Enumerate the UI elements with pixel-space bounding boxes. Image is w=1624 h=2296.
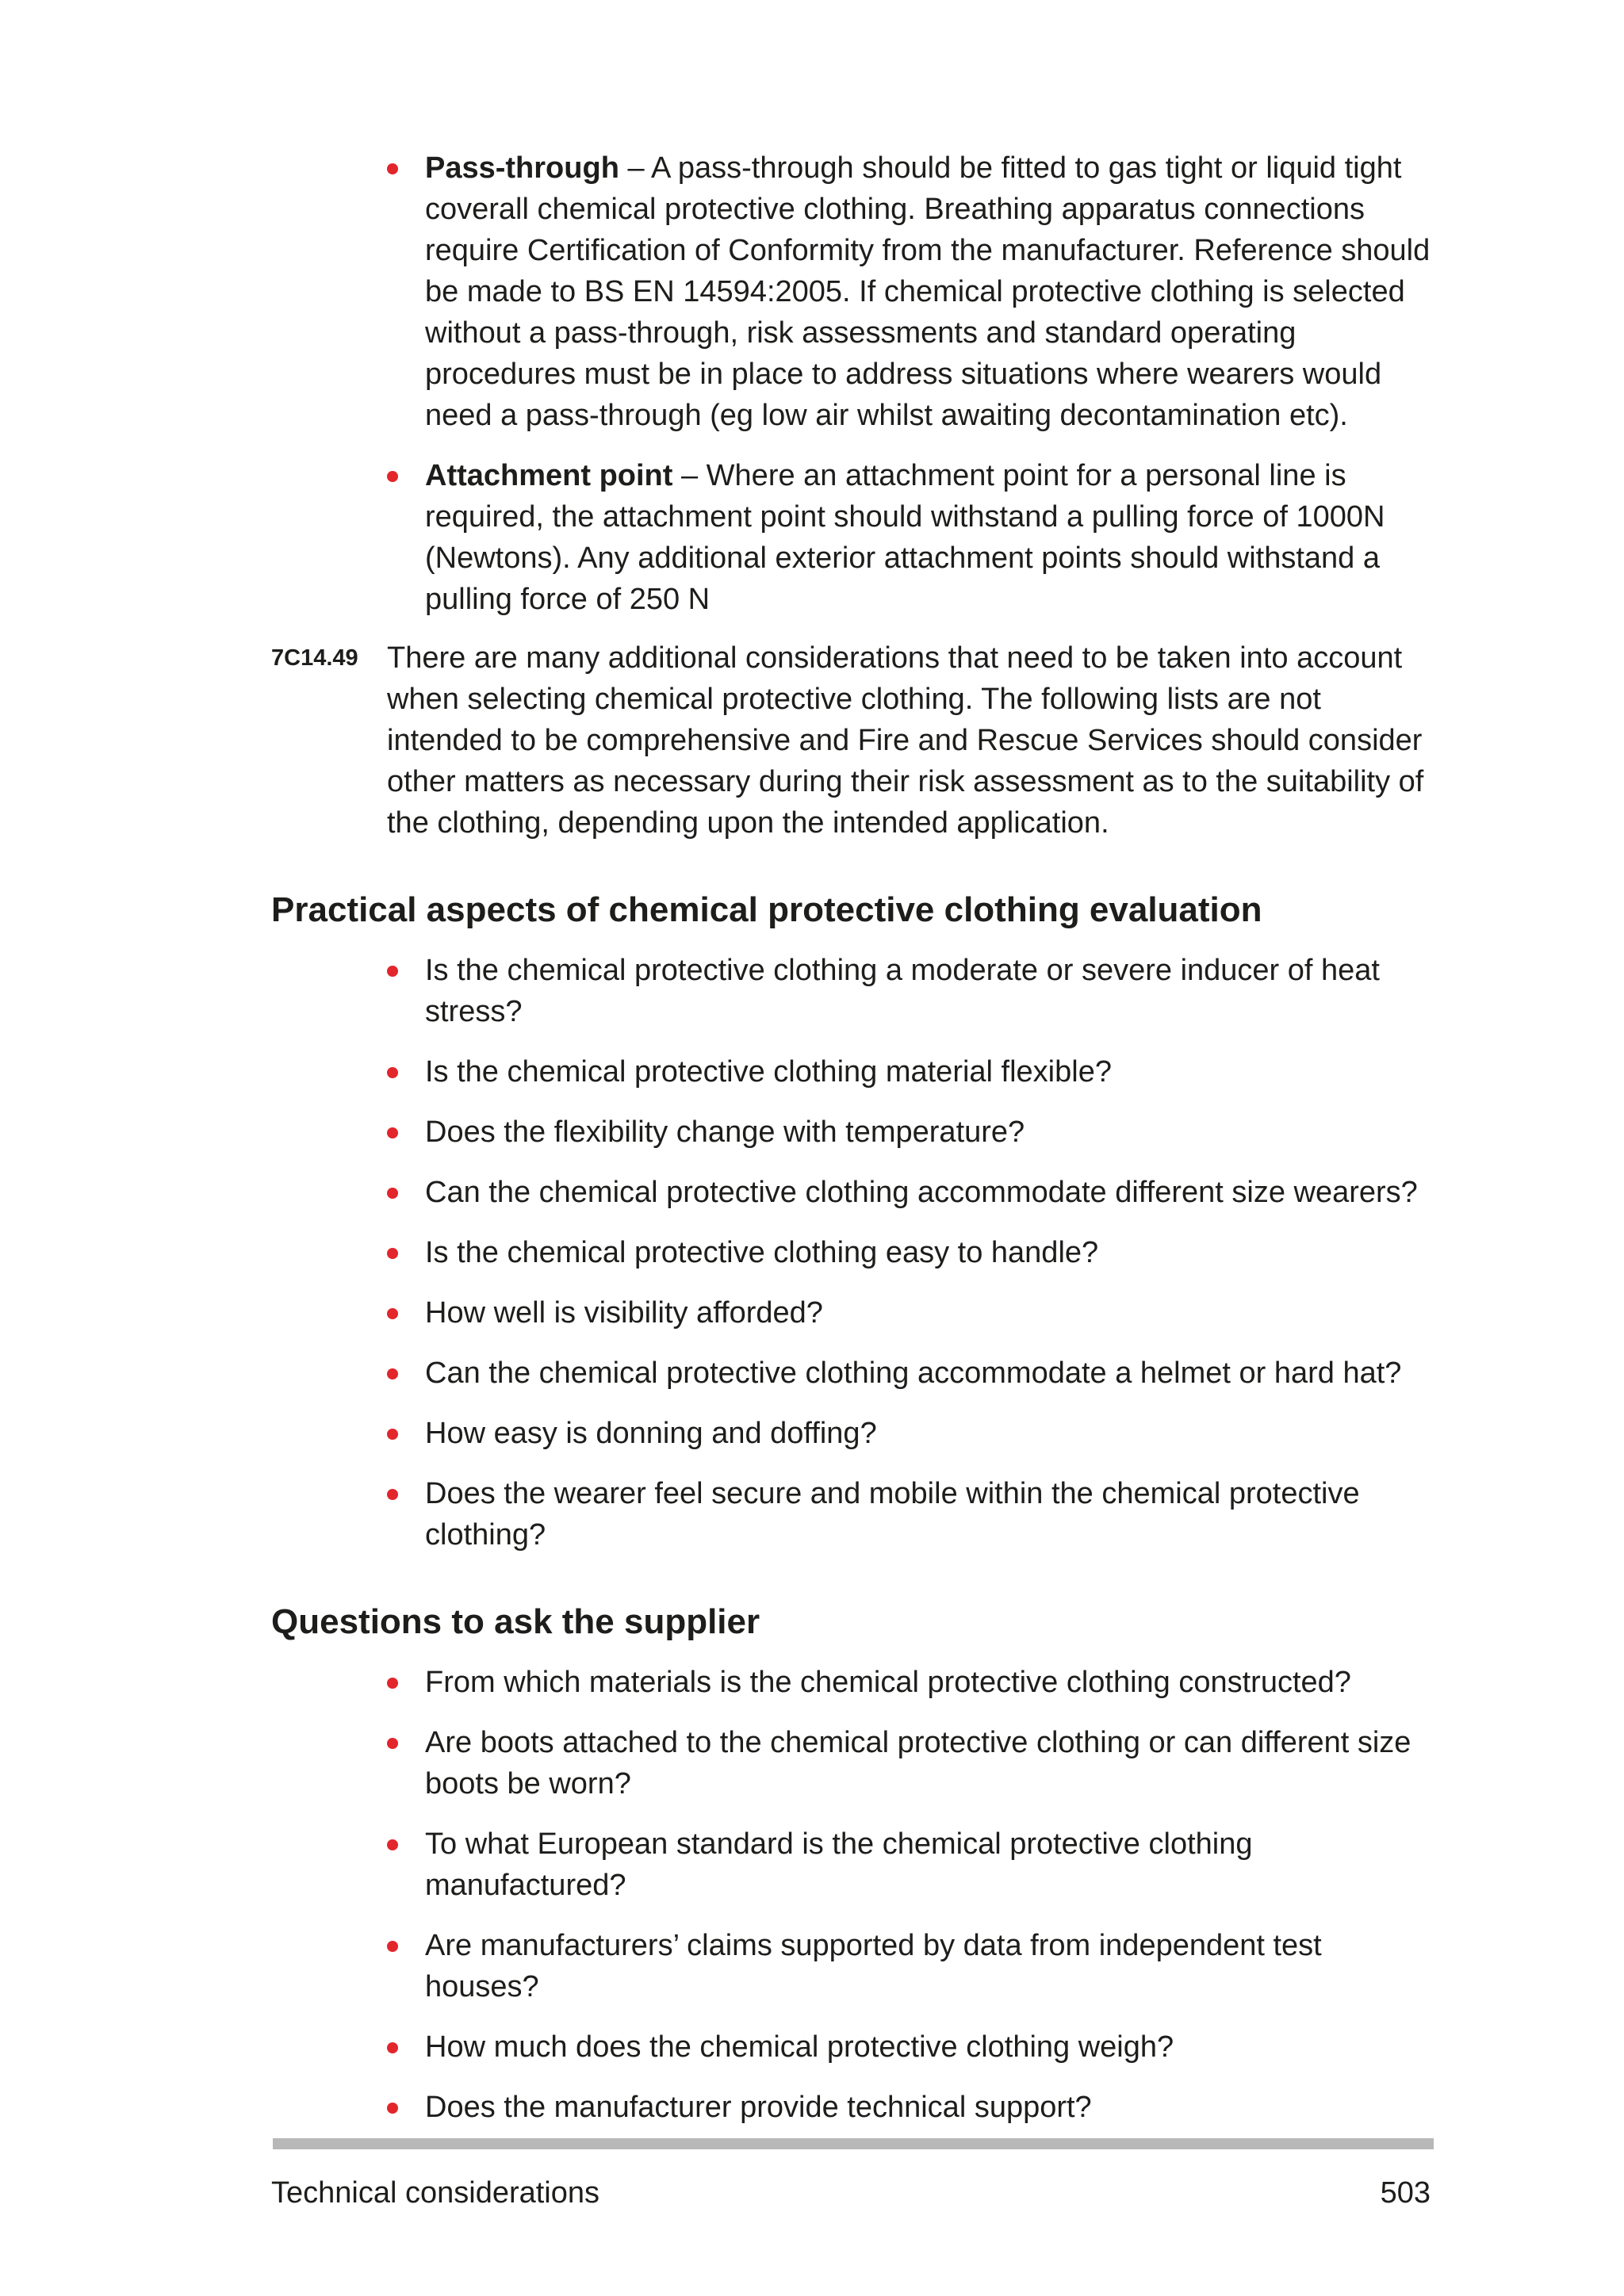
list-item-text: How much does the chemical protective clothing weigh?: [425, 2030, 1174, 2064]
bullet-icon: [387, 471, 398, 482]
top-bullet-list: [387, 147, 1442, 639]
bullet-icon: [387, 2042, 398, 2053]
list-item-term: Attachment point: [425, 459, 673, 492]
list-item: [387, 147, 1442, 436]
list-item: [387, 1413, 1442, 1454]
list-item: [387, 1112, 1442, 1153]
list-item-text: – A pass-through should be fitted to gas tight or liquid tight coverall chemical protective clothing. Breathing apparatus connections require Certification of Conformity from the manufacturer. Reference should be made to BS EN 14594:2005. If chemical protective clothing is selected without a pass-through, risk assessments and standard operating procedures must be in place to address situations where wearers would need a pass-through (eg low air whilst awaiting decontamination etc).: [425, 151, 1431, 432]
list-item: [387, 1051, 1442, 1093]
bullet-icon: [387, 1429, 398, 1440]
list-item-term: Pass-through: [425, 151, 619, 185]
list-item-text: Does the wearer feel secure and mobile within the chemical protective clothing?: [425, 1477, 1360, 1552]
list-item: [387, 1823, 1442, 1906]
bullet-icon: [387, 1248, 398, 1259]
list-item: [387, 1172, 1442, 1213]
bullet-icon: [387, 1308, 398, 1319]
list-item: [387, 1353, 1442, 1394]
list-item-text: Does the flexibility change with temperature?: [425, 1115, 1025, 1149]
bullet-icon: [387, 1738, 398, 1749]
list-item-text: Does the manufacturer provide technical support?: [425, 2091, 1092, 2124]
practical-aspects-list: [387, 950, 1442, 1575]
list-item-text: Is the chemical protective clothing material flexible?: [425, 1055, 1112, 1089]
bullet-icon: [387, 1368, 398, 1380]
bullet-icon: [387, 1127, 398, 1138]
list-item-text: Are manufacturers’ claims supported by data from independent test houses?: [425, 1929, 1322, 2003]
list-item-text: Is the chemical protective clothing a moderate or severe inducer of heat stress?: [425, 954, 1380, 1028]
section-heading-practical-aspects: Practical aspects of chemical protective clothing evaluation: [271, 890, 1262, 929]
bullet-icon: [387, 1839, 398, 1850]
bullet-icon: [387, 966, 398, 977]
list-item: [387, 2087, 1442, 2128]
list-item: [387, 1232, 1442, 1273]
list-item: [387, 1473, 1442, 1556]
supplier-questions-list: [387, 1662, 1442, 2147]
footer-section-title: Technical considerations: [271, 2176, 600, 2210]
bullet-icon: [387, 1188, 398, 1199]
list-item: [387, 1662, 1442, 1703]
page-number: 503: [1380, 2176, 1431, 2210]
list-item: [387, 455, 1442, 620]
list-item-text: How easy is donning and doffing?: [425, 1417, 877, 1450]
list-item: [387, 2026, 1442, 2068]
list-item-text: Can the chemical protective clothing accommodate a helmet or hard hat?: [425, 1357, 1402, 1390]
bullet-icon: [387, 1489, 398, 1500]
list-item-text: – Where an attachment point for a personal line is required, the attachment point should withstand a pulling force of 1000N (Newtons). Any additional exterior attachment points should withstand a pulling force of 250 N: [425, 459, 1385, 616]
list-item: [387, 1925, 1442, 2007]
list-item: [387, 950, 1442, 1032]
list-item-text: Is the chemical protective clothing easy to handle?: [425, 1236, 1099, 1269]
footer-divider: [273, 2138, 1434, 2149]
bullet-icon: [387, 163, 398, 174]
list-item-text: Are boots attached to the chemical protective clothing or can different size boots be worn?: [425, 1726, 1411, 1800]
list-item-text: How well is visibility afforded?: [425, 1296, 823, 1330]
list-item: [387, 1722, 1442, 1804]
bullet-icon: [387, 2103, 398, 2114]
list-item: [387, 1292, 1442, 1334]
bullet-icon: [387, 1941, 398, 1952]
list-item-text: To what European standard is the chemical protective clothing manufactured?: [425, 1827, 1253, 1902]
list-item-text: Can the chemical protective clothing accommodate different size wearers?: [425, 1176, 1418, 1209]
section-heading-supplier-questions: Questions to ask the supplier: [271, 1602, 760, 1641]
bullet-icon: [387, 1067, 398, 1078]
paragraph-text: There are many additional considerations that need to be taken into account when selecting chemical protective clothing. The following lists are not intended to be comprehensive and Fire and Rescue Services should consider other matters as necessary during their risk assessment as to the suitability of the clothing, depending upon the intended application.: [387, 641, 1424, 840]
paragraph-number: 7C14.49: [271, 645, 358, 671]
bullet-icon: [387, 1678, 398, 1689]
list-item-text: From which materials is the chemical protective clothing constructed?: [425, 1666, 1351, 1699]
